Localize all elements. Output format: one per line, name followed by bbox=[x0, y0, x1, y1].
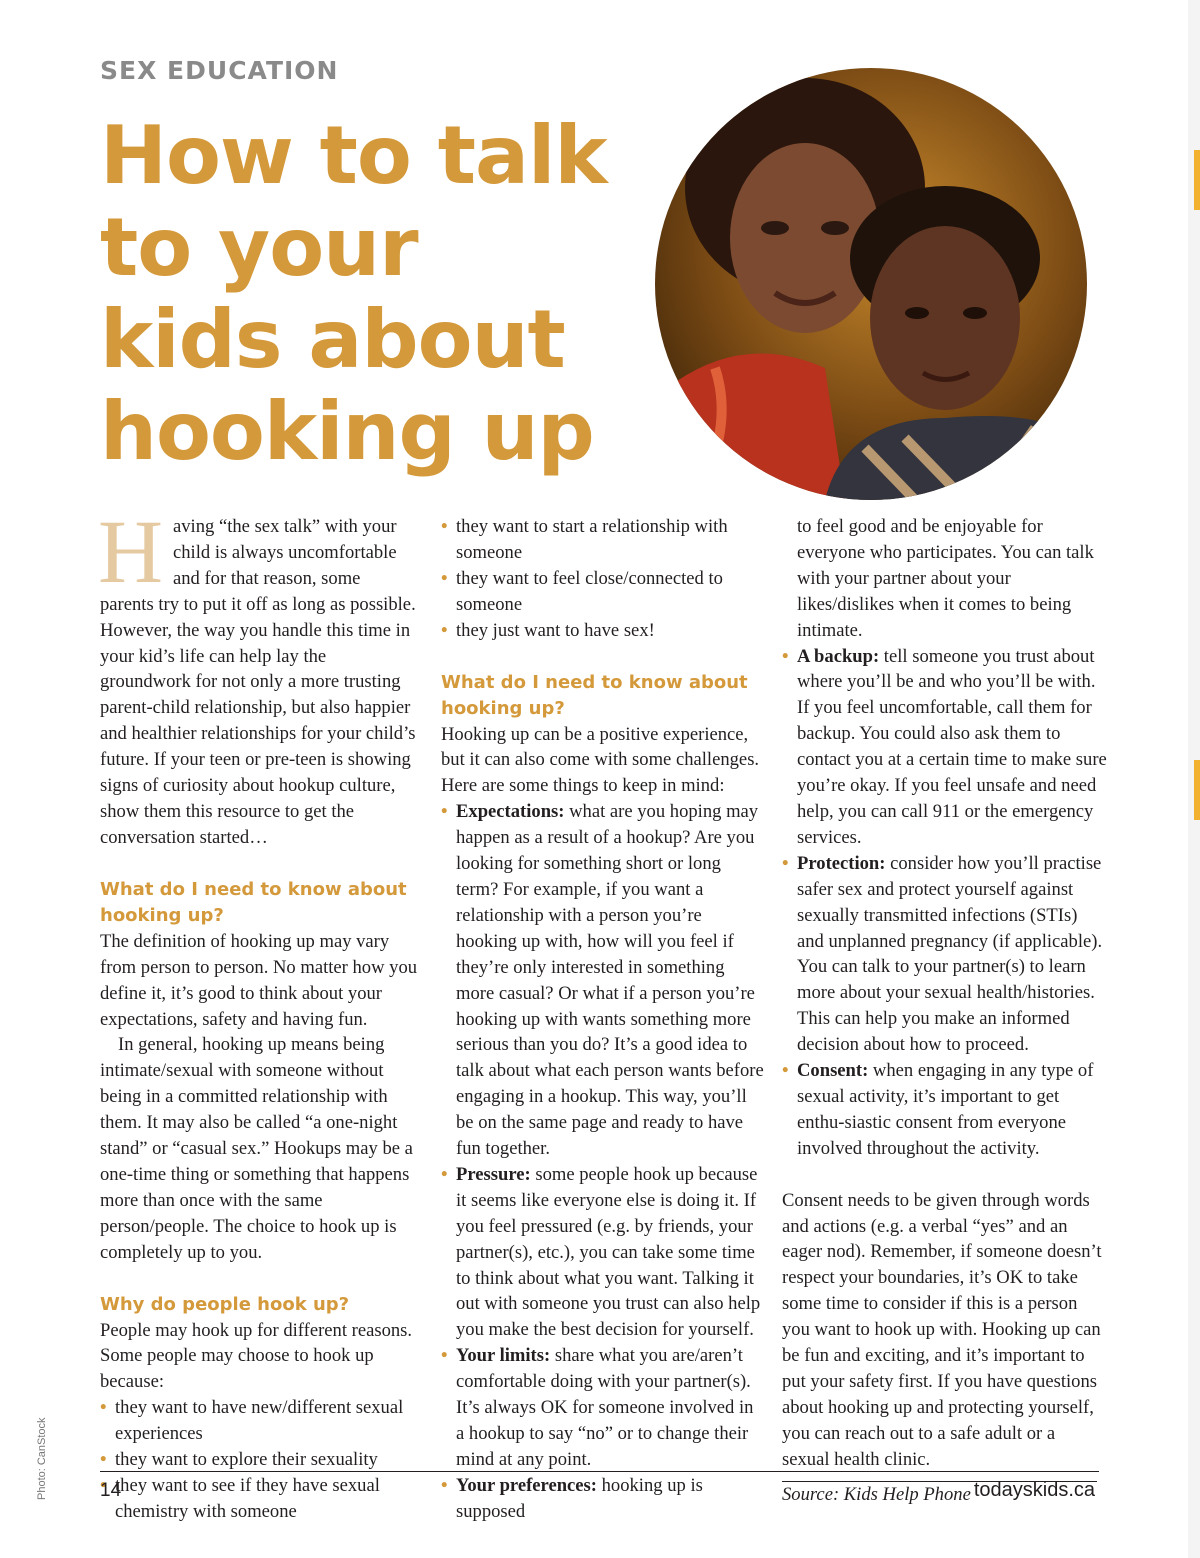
list-item: • they want to feel close/connected to someone bbox=[441, 566, 766, 618]
list-item: • they want to see if they have sexual chemistry with someone bbox=[100, 1473, 418, 1525]
headline-line: to your bbox=[100, 201, 418, 294]
list-item bbox=[441, 1162, 766, 1343]
photo-credit: Photo: CanStock bbox=[36, 1417, 48, 1500]
list-item: • they want to explore their sexuality bbox=[100, 1447, 418, 1473]
list-item: • they want to have new/different sexual experiences bbox=[100, 1395, 418, 1447]
edge-tab bbox=[1194, 760, 1200, 820]
paragraph: The definition of hooking up may vary from person to person. No matter how you define it, it’s good to think about your expectations, safety and having fun. bbox=[100, 930, 418, 1030]
term-text: when engaging in any type of sexual activity, it’s important to get enthu-siastic consent from everyone involved throughout the activity. bbox=[797, 1060, 1094, 1159]
subheading-need-to-know: What do I need to know about hooking up? bbox=[100, 878, 407, 926]
headline-line: How to talk bbox=[100, 109, 607, 202]
list-item: • they want to start a relationship with someone bbox=[441, 514, 766, 566]
source-credit: Source: Kids Help Phone bbox=[782, 1483, 971, 1505]
list-item bbox=[782, 644, 1107, 851]
column-1 bbox=[98, 503, 418, 1525]
term: Your preferences: bbox=[456, 1474, 597, 1496]
term: Protection: bbox=[797, 852, 886, 874]
paragraph: People may hook up for different reasons. Some people may choose to hook up because: bbox=[100, 1319, 413, 1393]
reasons-list-cont bbox=[441, 514, 766, 644]
intro-paragraph bbox=[98, 503, 418, 851]
headline-line: kids about bbox=[100, 293, 565, 386]
column-3 bbox=[782, 514, 1107, 1508]
footer-rule bbox=[100, 1471, 1099, 1472]
term-text: tell someone you trust about where you’ll be and who you’ll be with. If you feel uncomfortable, call them for backup. You could also ask them to contact you at a certain time to make sure you’re okay. If you feel unsafe and need help, you can call 911 or the emergency services. bbox=[797, 645, 1107, 848]
term: Expectations: bbox=[456, 801, 565, 823]
term-text: hooking up is supposed bbox=[456, 1474, 703, 1522]
paragraph: Hooking up can be a positive experience, but it can also come with some challenges. Here are some things to keep in mind: bbox=[441, 723, 760, 797]
site-url: todayskids.ca bbox=[973, 1479, 1095, 1501]
term-text: consider how you’ll practise safer sex and protect yourself against sexually transmitted infections (STIs) and unplanned pregnancy (if applicable). You can talk to your partner(s) to learn more about your sexual health/histories. This can help you make an informed decision about how to proceed. bbox=[797, 852, 1103, 1056]
intro-text: aving “the sex talk” with your child is always uncomfortable and for that reason, some parents try to put it off as long as possible. However, the way you handle this time in your kid’s life can help lay the groundwork for not only a more trusting parent-child relationship, but also happier and healthier relationships for your child’s future. If your teen or pre-teen is showing signs of curiosity about hookup culture, show them this resource to get the conversation started… bbox=[100, 516, 416, 848]
reasons-list bbox=[100, 1395, 418, 1525]
list-item bbox=[441, 1473, 766, 1525]
subheading-why: Why do people hook up? bbox=[100, 1293, 350, 1315]
list-item bbox=[441, 1343, 766, 1473]
tips-list-cont bbox=[782, 644, 1107, 1162]
headline-line: hooking up bbox=[100, 385, 594, 478]
dropcap: H bbox=[98, 503, 163, 602]
term-text: some people hook up because it seems like everyone else is doing it. If you feel pressured (e.g. by friends, your partner(s), etc.), you can take some time to think about what you want. Talking it out with someone you trust can also help you make the best decision for yourself. bbox=[456, 1163, 761, 1341]
paragraph: In general, hooking up means being intimate/sexual with someone without being in a committed relationship with them. It may also be called “a one-night stand” or “casual sex.” Hookups may be a one-time thing or something that happens more than once with the same person/people. The choice to hook up is completely up to you. bbox=[100, 1034, 413, 1263]
page-edge bbox=[1188, 0, 1200, 1558]
term: Consent: bbox=[797, 1060, 869, 1082]
list-item bbox=[441, 799, 766, 1162]
list-item bbox=[782, 1058, 1107, 1162]
edge-tab bbox=[1194, 150, 1200, 210]
term-text: what are you hoping may happen as a result of a hookup? Are you looking for something short or long term? For example, if you want a relationship with a person you’re hooking up with, how will you feel if they’re only interested in something more casual? Or what if a person you’re hooking up with wants something more serious than you do? It’s a good idea to talk about what each person wants before engaging in a hookup. This way, you’ll be on the same page and ready to have fun together. bbox=[456, 801, 764, 1160]
term: A backup: bbox=[797, 645, 880, 667]
subheading-need-to-know-2: What do I need to know about hooking up? bbox=[441, 671, 748, 719]
term: Pressure: bbox=[456, 1163, 531, 1185]
headline bbox=[100, 110, 660, 478]
column-2 bbox=[441, 514, 766, 1525]
list-item bbox=[782, 851, 1107, 1058]
tips-list bbox=[441, 799, 766, 1524]
photo-illustration bbox=[655, 68, 1087, 500]
closing-paragraph: Consent needs to be given through words and actions (e.g. a verbal “yes” and an eager nod). Remember, if someone doesn’t respect your boundaries, it’s OK to take some time to consider if this is a person you want to hook up with. Hooking up can be fun and exciting, and it’s important to put your safety first. If you have questions about hooking up and protecting yourself, you can reach out to a safe adult or a sexual health clinic. bbox=[782, 1189, 1102, 1470]
term: Your limits: bbox=[456, 1345, 551, 1367]
term-text: share what you are/aren’t comfortable doing with your partner(s). It’s always OK for someone involved in a hookup to say “no” or to change their mind at any point. bbox=[456, 1345, 754, 1470]
list-item: • they just want to have sex! bbox=[441, 618, 766, 644]
continued-text: to feel good and be enjoyable for everyone who participates. You can talk with your partner about your likes/dislikes when it comes to being intimate. bbox=[797, 516, 1094, 641]
section-label: SEX EDUCATION bbox=[100, 56, 339, 85]
article-photo bbox=[655, 68, 1087, 500]
page-number: 14 bbox=[100, 1480, 122, 1501]
